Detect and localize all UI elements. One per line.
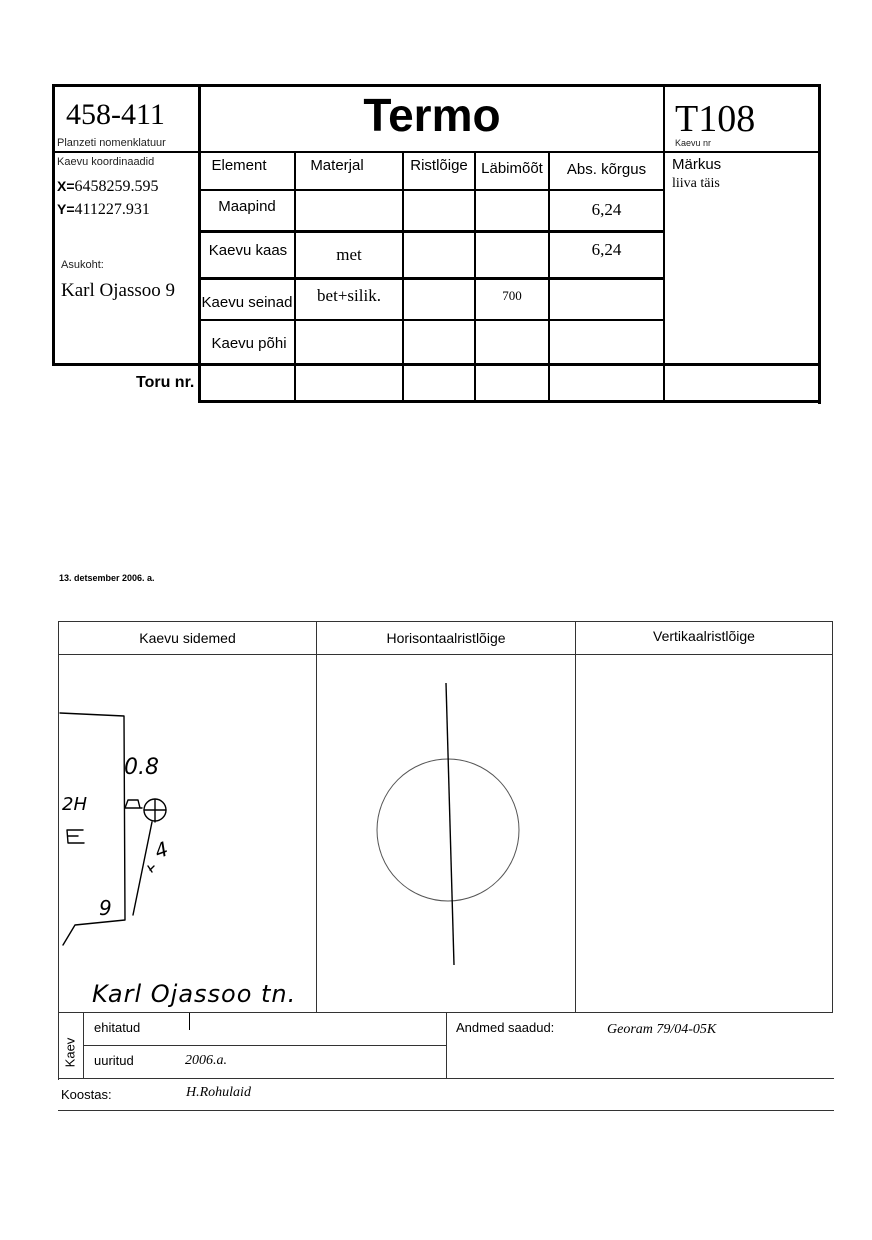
- compass-mark: [67, 830, 84, 843]
- data-source-label: Andmed saadud:: [456, 1020, 555, 1035]
- document-date: 13. detsember 2006. a.: [59, 573, 155, 583]
- row-material: met: [336, 245, 362, 264]
- coordinate-x-value: 6458259.595: [74, 178, 159, 195]
- nomenclature-label: Planzeti nomenklatuur: [57, 137, 166, 149]
- coordinate-y-value: 411227.931: [74, 201, 150, 218]
- remarks-value: liiva täis: [672, 176, 720, 191]
- row-element: Kaevu seinad: [201, 293, 293, 311]
- street-caption: Karl Ojassoo tn.: [92, 980, 297, 1008]
- header-vertical: Vertikaalristlõige: [653, 628, 755, 644]
- row-abs-height: 6,24: [591, 240, 622, 259]
- compiled-value: H.Rohulaid: [186, 1085, 251, 1100]
- building-outline: [60, 713, 125, 945]
- surveyed-label: uuritud: [94, 1053, 134, 1068]
- header-material: Materjal: [310, 156, 364, 174]
- row-diameter: 700: [502, 288, 522, 303]
- coordinate-y-label: Y=: [57, 201, 75, 217]
- built-mark: [189, 1013, 190, 1030]
- header-element: Element: [211, 156, 267, 174]
- row-material: bet+silik.: [317, 286, 381, 305]
- header-horizontal: Horisontaalristlõige: [386, 630, 506, 646]
- well-number-label: Kaevu nr: [675, 138, 712, 148]
- tick-mark: [148, 866, 154, 872]
- coordinates-label: Kaevu koordinaadid: [57, 156, 155, 168]
- well-circle: [377, 759, 519, 901]
- page-title: Termo: [363, 89, 501, 141]
- location-value: Karl Ojassoo 9: [61, 280, 175, 301]
- well-number-value: T108: [675, 98, 756, 140]
- header-abs-height: Abs. kõrgus: [566, 160, 647, 178]
- compiled-label: Koostas:: [61, 1087, 112, 1102]
- header-cross-section: Ristlõige: [410, 156, 468, 174]
- row-element: Maapind: [218, 197, 276, 215]
- section-axis-line: [446, 683, 454, 965]
- tie-distance-bottom: 9: [99, 896, 112, 920]
- horizontal-section-drawing: [317, 655, 575, 1011]
- row-element: Kaevu põhi: [211, 334, 287, 352]
- tie-label-left: 2H: [62, 794, 87, 815]
- kaev-label: Kaev: [62, 1037, 78, 1068]
- surveyed-value: 2006.a.: [185, 1053, 227, 1068]
- row-element: Kaevu kaas: [208, 241, 288, 259]
- nomenclature-value: 458-411: [66, 98, 165, 131]
- coordinate-x-label: X=: [57, 178, 75, 194]
- built-label: ehitatud: [94, 1020, 141, 1035]
- location-label: Asukoht:: [61, 259, 104, 271]
- tie-distance-top: 0.8: [124, 755, 159, 780]
- data-source-value: Georam 79/04-05K: [607, 1022, 717, 1037]
- tie-distance-diagonal: 4: [151, 836, 172, 864]
- well-tie-lines: [125, 800, 142, 808]
- header-diameter: Läbimõõt: [481, 159, 543, 177]
- row-abs-height: 6,24: [591, 200, 622, 219]
- pipe-label: Toru nr.: [136, 374, 195, 391]
- header-remarks: Märkus: [672, 156, 722, 173]
- header-ties: Kaevu sidemed: [139, 630, 236, 646]
